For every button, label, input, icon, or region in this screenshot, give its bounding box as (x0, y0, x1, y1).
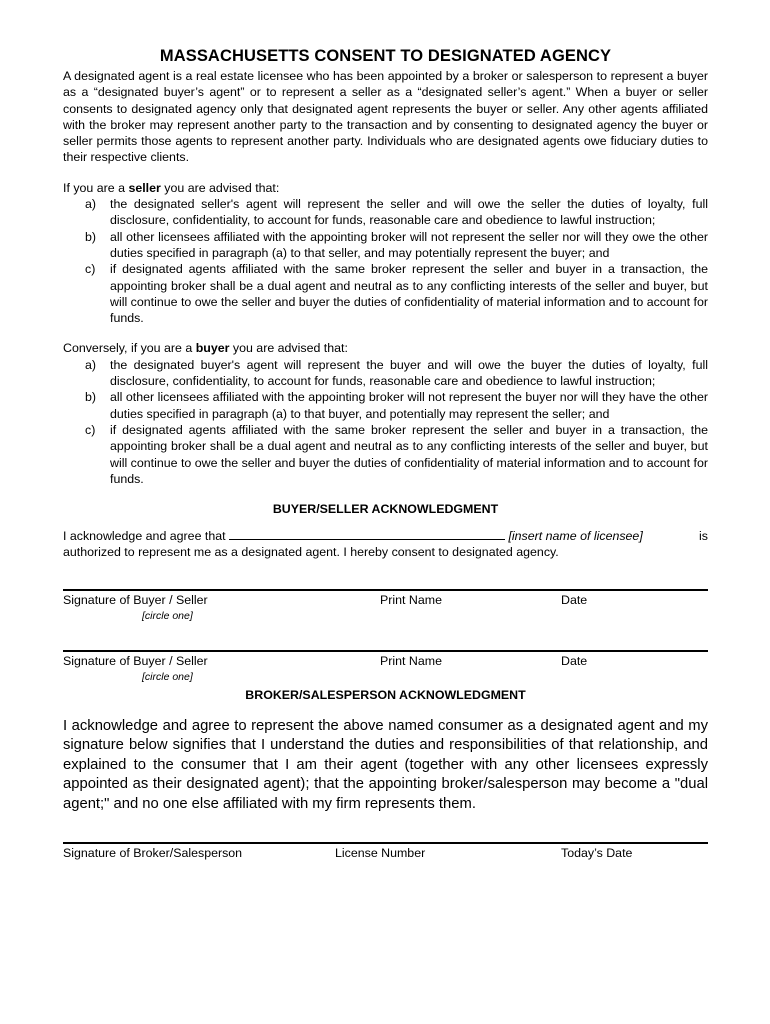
todays-date-label: Today’s Date (561, 846, 633, 861)
signature-block (63, 650, 708, 683)
broker-signature-label: Signature of Broker/Salesperson (63, 846, 243, 861)
list-item: c) if designated agents affiliated with the same broker represent the seller and buyer in a transaction, the appointing broker shall be a dual agent and neutral as to any conflicting interests of the seller and buyer, but will continue to owe the seller and buyer the duties of confidentiality of material information and to account for funds. (85, 422, 708, 486)
broker-signature-line[interactable] (63, 842, 708, 844)
seller-lead: If you are a seller you are advised that: (63, 180, 280, 195)
intro-paragraph: A designated agent is a real estate licensee who has been appointed by a broker or salesperson to represent a buyer as a “designated buyer’s agent” or to represent a seller as a “designated seller’s agent.” When a buyer or seller consents to designated agency only that designated agent represents the buyer or seller. Any other agents affiliated with the broker may represent another party to the transaction and by consenting to designated agency the buyer or seller permits those agents to represent another party. Individuals who are designated agents owe fiduciary duties to their respective clients. (63, 69, 708, 165)
signature-label: Signature of Buyer / Seller (63, 592, 208, 607)
buyer-seller-ack-heading: BUYER/SELLER ACKNOWLEDGMENT (272, 502, 499, 517)
signature-label: Signature of Buyer / Seller (63, 653, 208, 668)
signature-line[interactable] (63, 650, 708, 652)
broker-ack-text: I acknowledge and agree to represent the above named consumer as a designated agent and my signature below signifies that I understand the duties and responsibilities of that relationship, and explained to the consumer that I am their agent (together with any other licensees expressly appointed as their designated agent); that the appointing broker/salesperson may become a "dual agent;" and no one else affiliated with my firm represents them. (63, 717, 708, 812)
print-name-label: Print Name (380, 592, 442, 607)
seller-section (63, 180, 708, 327)
date-label: Date (561, 653, 588, 668)
page-title: MASSACHUSETTS CONSENT TO DESIGNATED AGENCY (159, 47, 612, 65)
signature-block (63, 589, 708, 622)
circle-one-note: [circle one] (142, 609, 193, 622)
signature-line[interactable] (63, 589, 708, 591)
date-label: Date (561, 592, 588, 607)
consent-form (63, 46, 708, 863)
circle-one-note: [circle one] (142, 670, 193, 683)
list-item: a) the designated buyer's agent will represent the buyer and will owe the buyer the duties of loyalty, full disclosure, confidentiality, to account for funds, reasonable care and obedience to lawful instruction; (85, 357, 708, 389)
licensee-name-field[interactable] (229, 528, 505, 540)
list-item: a) the designated seller's agent will represent the seller and will owe the seller the duties of loyalty, full disclosure, confidentiality, to account for funds, reasonable care and obedience to lawful instruction; (85, 197, 708, 228)
buyer-list (63, 357, 708, 487)
list-item: b) all other licensees affiliated with the appointing broker will not represent the seller nor will they owe the other duties specified in paragraph (a) to that seller, and may potentially represent the buyer; and (85, 229, 708, 260)
buyer-lead: Conversely, if you are a buyer you are advised that: (63, 341, 348, 356)
broker-ack-heading: BROKER/SALESPERSON ACKNOWLEDGMENT (245, 687, 526, 702)
buyer-section (63, 340, 708, 487)
licensee-placeholder: [insert name of licensee] (508, 529, 643, 544)
buyer-seller-ack-text: I acknowledge and agree that [insert name of licensee] is authorized to represent me as a designated agent. I hereby consent to designated agency. (63, 529, 708, 560)
license-number-label: License Number (335, 846, 426, 861)
broker-signature-block (63, 842, 708, 863)
seller-list (63, 196, 708, 326)
list-item: b) all other licensees affiliated with the appointing broker will not represent the buyer nor will they have the other duties specified in paragraph (a) to that buyer, and potentially may represent the seller; and (85, 390, 708, 421)
seller-bold: seller (128, 180, 161, 195)
list-item: c) if designated agents affiliated with the same broker represent the seller and buyer in a transaction, the appointing broker shall be a dual agent and neutral as to any conflicting interests of the seller and buyer, but will continue to owe the seller and buyer the duties of confidentiality of material information and to account for funds. (85, 262, 708, 326)
print-name-label: Print Name (380, 653, 442, 668)
buyer-bold: buyer (195, 341, 230, 356)
